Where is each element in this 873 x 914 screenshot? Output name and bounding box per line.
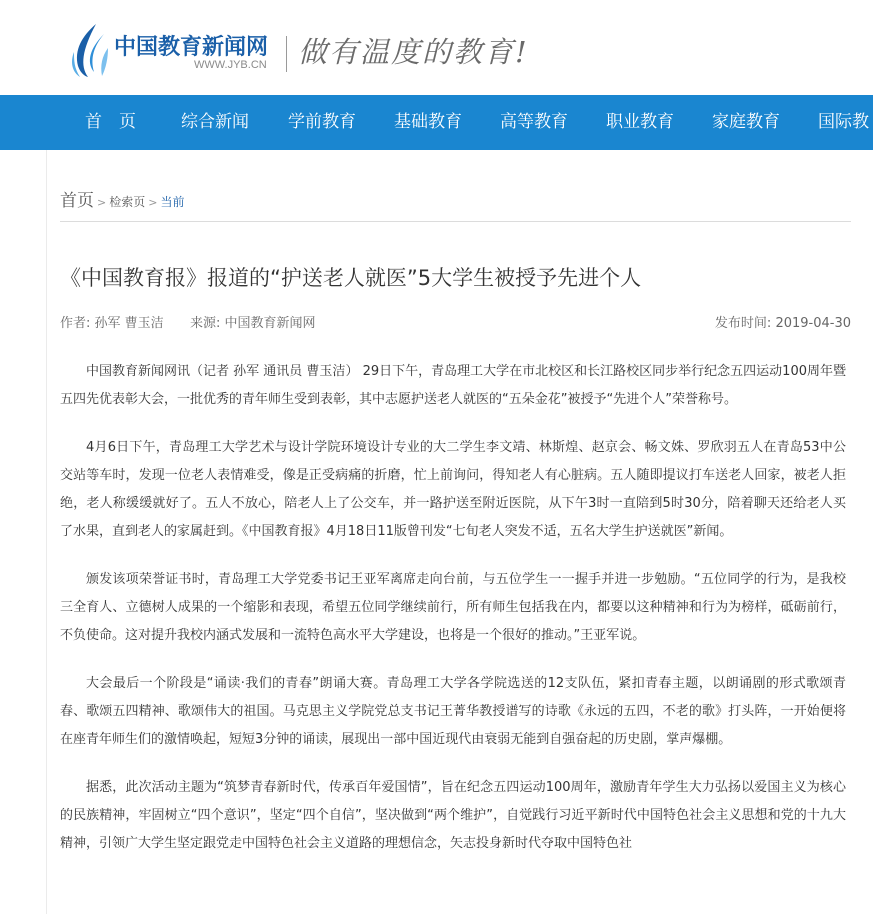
source-label: 来源:: [189, 316, 221, 331]
article-title: 《中国教育报》报道的“护送老人就医”5大学生被授予先进个人: [60, 266, 642, 290]
nav-item-basic-education[interactable]: 基础教育: [394, 112, 462, 132]
logo-divider: [286, 36, 287, 72]
author-value: 孙军 曹玉洁: [94, 316, 164, 331]
article-paragraph: 4月6日下午，青岛理工大学艺术与设计学院环境设计专业的大二学生李文靖、林斯煌、赵京会、畅文姝、罗欣羽五人在青岛53中公交站等车时，发现一位老人表情难受，像是正受病痛的折磨，忙上前询问，得知老人有心脏病。五人随即提议打车送老人回家，被老人拒绝，老人称缓缓就好了。五人不放心，陪老人上了公交车，并一路护送至附近医院，从下午3时一直陪到5时30分，陪着聊天还给老人买了水果，直到老人的家属赶到。《中国教育报》4月18日11版曾刊发“七旬老人突发不适，五名大学生护送就医”新闻。: [60, 440, 846, 539]
article-meta: [60, 312, 316, 331]
site-url: WWW.JYB.CN: [194, 59, 267, 71]
nav-item-vocational[interactable]: 职业教育: [606, 112, 674, 132]
nav-item-higher-education[interactable]: 高等教育: [500, 112, 568, 132]
breadcrumb-divider: [60, 221, 851, 222]
breadcrumb: [60, 186, 184, 211]
flame-logo-icon[interactable]: [68, 22, 110, 78]
article-paragraph: 大会最后一个阶段是“诵读·我们的青春”朗诵大赛。青岛理工大学各学院选送的12支队伍，紧扣青春主题，以朗诵剧的形式歌颂青春、歌颂五四精神、歌颂伟大的祖国。马克思主义学院党总支书记王菁华教授谱写的诗歌《永远的五四，不老的歌》打头阵，一开始便将在座青年师生们的激情唤起，短短3分钟的诵读，展现出一部中国近现代由衰弱无能到自强奋起的历史剧，掌声爆棚。: [60, 676, 846, 747]
author-label: 作者:: [60, 316, 91, 331]
breadcrumb-current: 当前: [160, 195, 185, 209]
breadcrumb-home[interactable]: 首页: [60, 191, 94, 211]
nav-item-general-news[interactable]: 综合新闻: [181, 112, 249, 132]
site-logo-text[interactable]: 中国教育新闻网: [114, 35, 269, 60]
date-label: 发布时间:: [714, 316, 772, 331]
nav-item-family[interactable]: 家庭教育: [712, 112, 780, 132]
main-nav: [0, 95, 873, 150]
nav-item-international[interactable]: 国际教: [818, 112, 869, 132]
article-body: [60, 358, 846, 878]
nav-item-home[interactable]: 首 页: [85, 112, 136, 132]
site-header: [0, 0, 873, 95]
breadcrumb-separator: >: [97, 196, 107, 209]
source-value: 中国教育新闻网: [224, 316, 316, 331]
nav-item-preschool[interactable]: 学前教育: [288, 112, 356, 132]
breadcrumb-separator: >: [148, 196, 158, 209]
article-paragraph: 颁发该项荣誉证书时，青岛理工大学党委书记王亚军离席走向台前，与五位学生一一握手并进一步勉励。“五位同学的行为，是我校三全育人、立德树人成果的一个缩影和表现，希望五位同学继续前行，所有师生包括我在内，都要以这种精神和行为为榜样，砥砺前行，不负使命。这对提升我校内涵式发展和一流特色高水平大学建设，也将是一个很好的推动。”王亚军说。: [60, 572, 846, 643]
site-slogan: 做有温度的教育!: [298, 35, 529, 69]
breadcrumb-retrieval[interactable]: 检索页: [109, 195, 146, 209]
publish-date: [715, 312, 851, 331]
article-paragraph: 中国教育新闻网讯（记者 孙军 通讯员 曹玉洁） 29日下午，青岛理工大学在市北校区和长江路校区同步举行纪念五四运动100周年暨五四先优表彰大会，一批优秀的青年师生受到表彰，其中志愿护送老人就医的“五朵金花”被授予“先进个人”荣誉称号。: [60, 364, 846, 407]
article-container: [46, 150, 873, 914]
date-value: 2019-04-30: [775, 316, 851, 331]
article-paragraph: 据悉，此次活动主题为“筑梦青春新时代，传承百年爱国情”，旨在纪念五四运动100周年，激励青年学生大力弘扬以爱国主义为核心的民族精神，牢固树立“四个意识”，坚定“四个自信”，坚决做到“两个维护”，自觉践行习近平新时代中国特色社会主义思想和党的十九大精神，引领广大学生坚定跟党走中国特色社会主义道路的理想信念，矢志投身新时代夺取中国特色社: [60, 780, 846, 851]
